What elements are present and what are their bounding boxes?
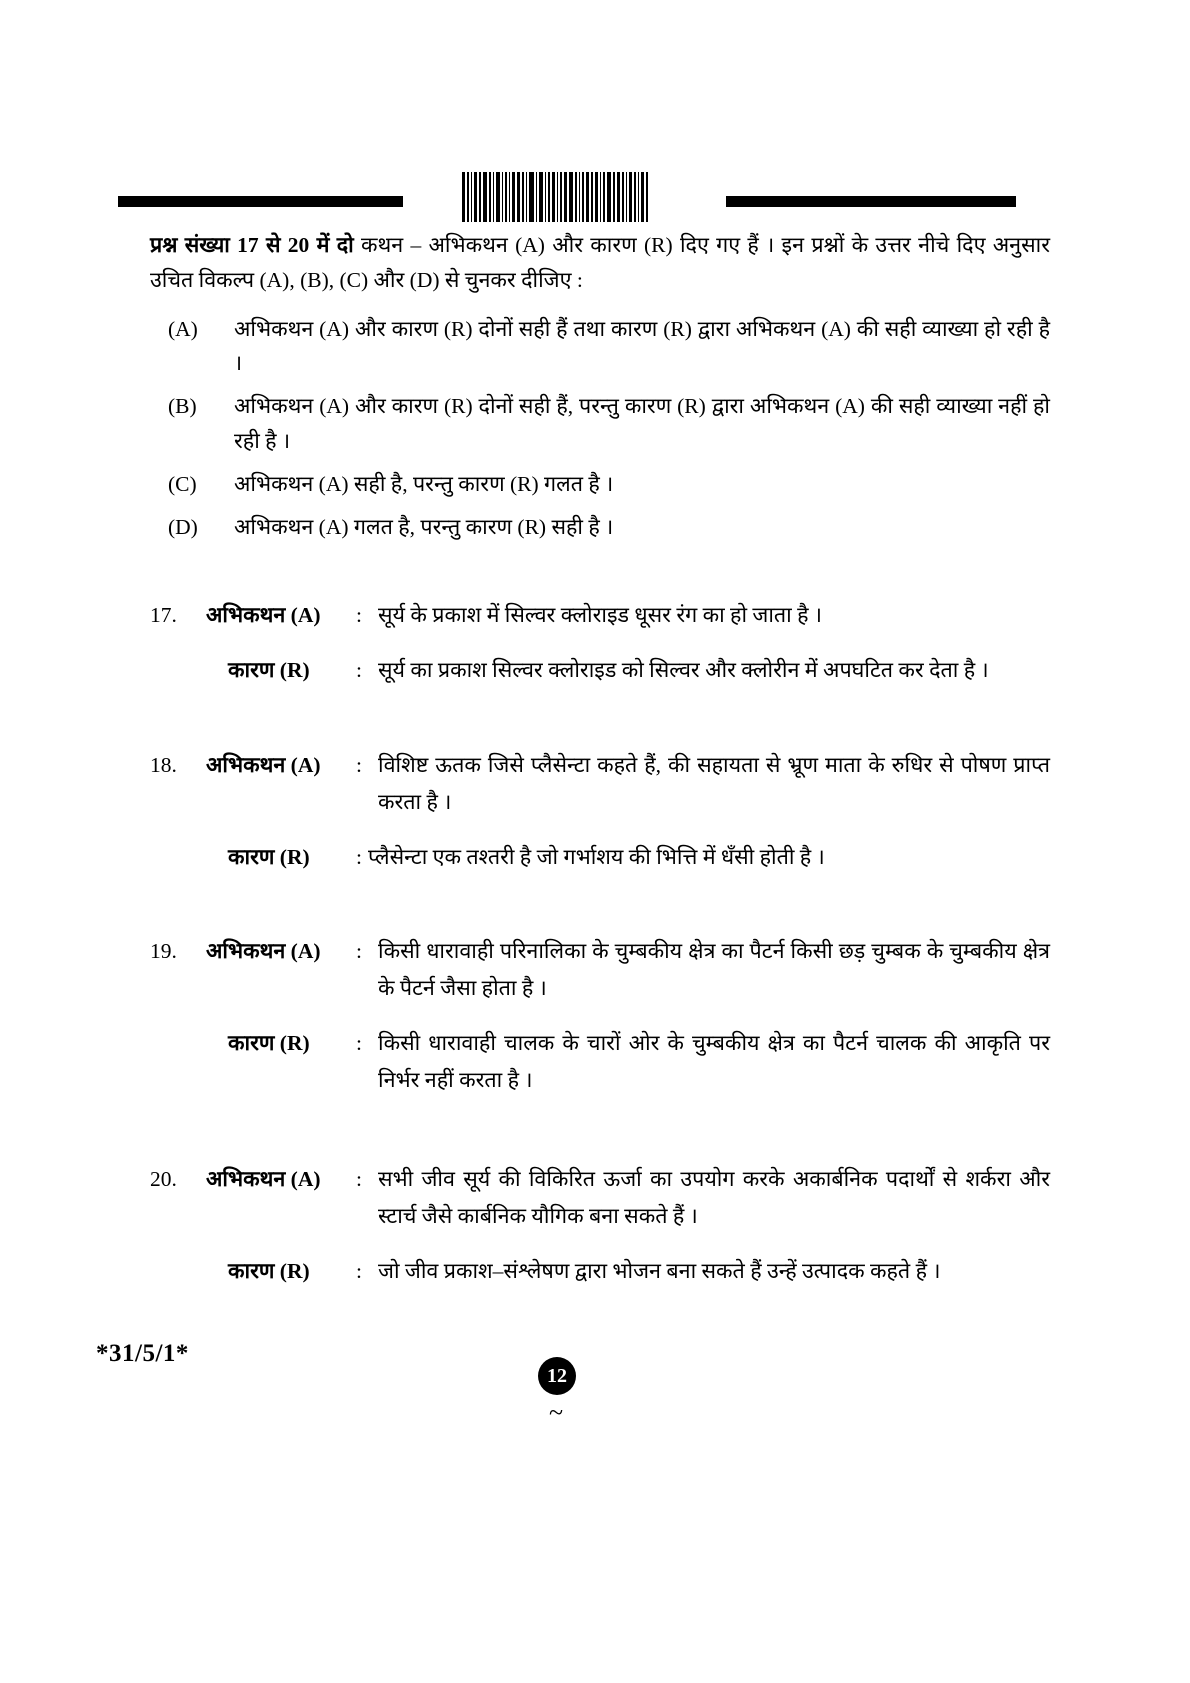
barcode-bar bbox=[522, 172, 524, 222]
barcode-bar bbox=[557, 172, 559, 222]
assertion-colon: : bbox=[356, 939, 362, 964]
barcode-bar bbox=[569, 172, 574, 222]
header-rule-left bbox=[118, 196, 403, 207]
barcode-bar bbox=[613, 172, 615, 222]
question-18-reason-text: प्लैसेन्टा एक तश्तरी है जो गर्भाशय की भित्ति में धँसी होती है । bbox=[368, 844, 825, 869]
barcode-bar bbox=[600, 172, 602, 222]
question-19-assertion-text: किसी धारावाही परिनालिका के चुम्बकीय क्षेत्र का पैटर्न किसी छड़ चुम्बक के चुम्बकीय क्षेत्र के पैटर्न जैसा होता है । bbox=[378, 939, 1050, 1001]
instruction-bold-lead: प्रश्न संख्या 17 से 20 में दो bbox=[150, 233, 354, 257]
question-18-assertion-row bbox=[206, 747, 1050, 821]
barcode-bar bbox=[629, 172, 632, 222]
assertion-colon: : bbox=[356, 1167, 362, 1192]
option-c-label: (C) bbox=[168, 471, 197, 496]
barcode-bar bbox=[489, 172, 491, 222]
reason-label: कारण (R) bbox=[228, 657, 310, 682]
barcode-bar bbox=[539, 172, 542, 222]
reason-colon: : bbox=[356, 1031, 362, 1056]
question-17-reason-row bbox=[206, 652, 1050, 689]
barcode-bar bbox=[617, 172, 620, 222]
barcode-bar bbox=[634, 172, 636, 222]
option-b-text: अभिकथन (A) और कारण (R) दोनों सही हैं, परन्तु कारण (R) द्वारा अभिकथन (A) की सही व्याख्या नहीं हो रही है । bbox=[234, 394, 1050, 454]
assertion-label: अभिकथन (A) bbox=[206, 752, 321, 777]
question-17-number: 17. bbox=[150, 602, 177, 627]
barcode-bar bbox=[548, 172, 550, 222]
reason-colon: : bbox=[356, 844, 362, 869]
page-number-badge: 12 bbox=[538, 1357, 576, 1395]
question-17-body bbox=[206, 597, 1050, 689]
question-19 bbox=[150, 933, 1050, 1099]
barcode-bar bbox=[595, 172, 598, 222]
barcode-bar bbox=[591, 172, 593, 222]
barcode-bar bbox=[474, 172, 477, 222]
footer-tilde: ~ bbox=[549, 1398, 564, 1427]
barcode-bar bbox=[579, 172, 581, 222]
barcode-bar bbox=[467, 172, 469, 222]
reason-colon: : bbox=[356, 1259, 362, 1284]
barcode-bar bbox=[622, 172, 624, 222]
barcode-bar bbox=[483, 172, 488, 222]
paper-code: *31/5/1* bbox=[96, 1340, 189, 1367]
barcode-bar bbox=[646, 172, 648, 222]
barcode-bar bbox=[529, 172, 534, 222]
header-rule-right bbox=[726, 196, 1016, 207]
barcode-bar bbox=[607, 172, 612, 222]
instruction-paragraph bbox=[150, 228, 1050, 298]
barcode-bar bbox=[545, 172, 547, 222]
assertion-colon: : bbox=[356, 602, 362, 627]
question-19-reason-text: किसी धारावाही चालक के चारों ओर के चुम्बकीय क्षेत्र का पैटर्न चालक की आकृति पर निर्भर नहीं करता है । bbox=[378, 1031, 1050, 1093]
reason-label: कारण (R) bbox=[228, 1259, 310, 1284]
question-18 bbox=[150, 747, 1050, 876]
question-20-reason-text: जो जीव प्रकाश–संश्लेषण द्वारा भोजन बना सकते हैं उन्हें उत्पादक कहते हैं । bbox=[378, 1259, 941, 1284]
question-content bbox=[150, 228, 1050, 1290]
question-20-assertion-row bbox=[206, 1161, 1050, 1235]
barcode-bar bbox=[505, 172, 507, 222]
question-17-assertion-row bbox=[206, 597, 1050, 634]
barcode-bar bbox=[462, 172, 465, 222]
barcode-bar bbox=[471, 172, 473, 222]
question-19-assertion-row bbox=[206, 933, 1050, 1007]
barcode-bar bbox=[560, 172, 562, 222]
question-18-reason-row bbox=[206, 839, 1050, 876]
question-20-number: 20. bbox=[150, 1167, 177, 1192]
barcode-bar bbox=[517, 172, 520, 222]
option-c bbox=[150, 467, 1050, 502]
question-19-number: 19. bbox=[150, 939, 177, 964]
barcode-bar bbox=[509, 172, 511, 222]
barcode-bar bbox=[586, 172, 589, 222]
option-c-text: अभिकथन (A) सही है, परन्तु कारण (R) गलत है । bbox=[234, 471, 614, 496]
option-b-label: (B) bbox=[168, 394, 197, 419]
barcode-bar bbox=[536, 172, 538, 222]
barcode-bar bbox=[493, 172, 495, 222]
barcode-bar bbox=[526, 172, 528, 222]
assertion-label: अभिकथन (A) bbox=[206, 939, 321, 964]
barcode-bar bbox=[638, 172, 640, 222]
option-b bbox=[150, 389, 1050, 459]
barcode-bar bbox=[575, 172, 577, 222]
question-20-reason-row bbox=[206, 1253, 1050, 1290]
question-18-body bbox=[206, 747, 1050, 876]
barcode-bar bbox=[603, 172, 605, 222]
assertion-label: अभिकथन (A) bbox=[206, 602, 321, 627]
option-d-text: अभिकथन (A) गलत है, परन्तु कारण (R) सही है । bbox=[234, 514, 614, 539]
barcode-bar bbox=[512, 172, 515, 222]
instruction-rest: कथन – अभिकथन (A) और कारण (R) दिए गए हैं । इन प्रश्नों के उत्तर नीचे दिए अनुसार उचित विकल्प (A), (B), (C) और (D) से चुनकर दीजिए : bbox=[150, 233, 1050, 292]
assertion-colon: : bbox=[356, 752, 362, 777]
barcode-bar bbox=[626, 172, 628, 222]
barcode-bar bbox=[564, 172, 567, 222]
question-17 bbox=[150, 597, 1050, 689]
reason-colon: : bbox=[356, 657, 362, 682]
option-d bbox=[150, 510, 1050, 545]
option-d-label: (D) bbox=[168, 514, 198, 539]
question-20 bbox=[150, 1161, 1050, 1290]
question-18-assertion-text: विशिष्ट ऊतक जिसे प्लैसेन्टा कहते हैं, की सहायता से भ्रूण माता के रुधिर से पोषण प्राप्त करता है । bbox=[378, 752, 1050, 814]
question-17-assertion-text: सूर्य के प्रकाश में सिल्वर क्लोराइड धूसर रंग का हो जाता है । bbox=[378, 602, 823, 627]
barcode-bar bbox=[502, 172, 504, 222]
option-a-text: अभिकथन (A) और कारण (R) दोनों सही हैं तथा कारण (R) द्वारा अभिकथन (A) की सही व्याख्या हो रही है । bbox=[234, 316, 1050, 376]
reason-label: कारण (R) bbox=[228, 1031, 310, 1056]
barcode-bar bbox=[479, 172, 481, 222]
question-19-body bbox=[206, 933, 1050, 1099]
option-a-label: (A) bbox=[168, 316, 198, 341]
reason-label: कारण (R) bbox=[228, 844, 310, 869]
barcode-bar bbox=[496, 172, 499, 222]
question-17-reason-text: सूर्य का प्रकाश सिल्वर क्लोराइड को सिल्वर और क्लोरीन में अपघटित कर देता है । bbox=[378, 657, 989, 682]
barcode-bar bbox=[641, 172, 644, 222]
question-20-body bbox=[206, 1161, 1050, 1290]
barcode bbox=[462, 172, 650, 222]
assertion-label: अभिकथन (A) bbox=[206, 1167, 321, 1192]
option-a bbox=[150, 312, 1050, 382]
question-18-number: 18. bbox=[150, 752, 177, 777]
barcode-bar bbox=[552, 172, 555, 222]
barcode-bar bbox=[582, 172, 584, 222]
question-19-reason-row bbox=[206, 1025, 1050, 1099]
question-20-assertion-text: सभी जीव सूर्य की विकिरित ऊर्जा का उपयोग करके अकार्बनिक पदार्थों से शर्करा और स्टार्च जैसे कार्बनिक यौगिक बना सकते हैं । bbox=[378, 1167, 1050, 1229]
